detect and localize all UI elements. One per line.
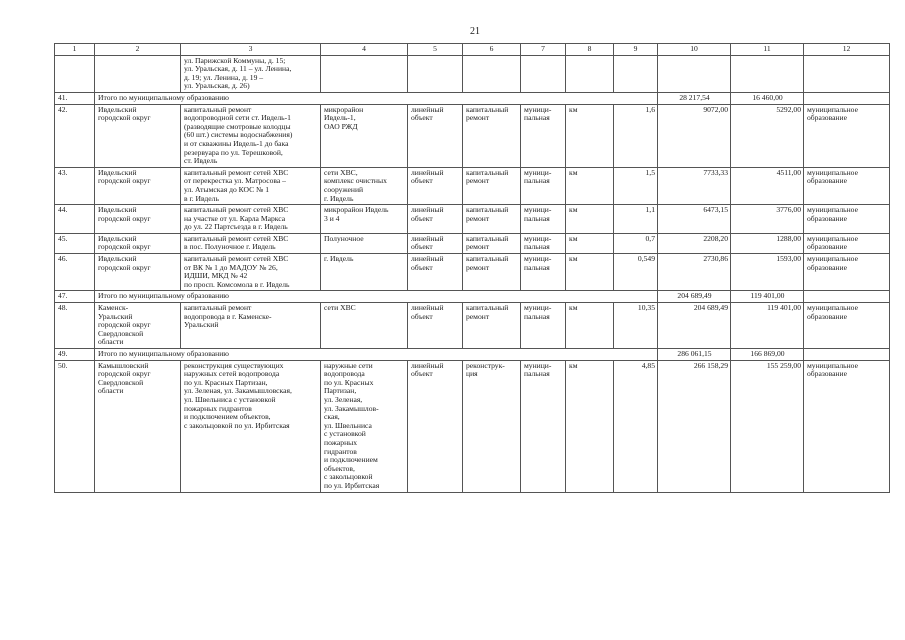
cell-customer: муниципальное образование: [804, 167, 890, 204]
cell-funding: 1593,00: [731, 254, 804, 291]
cell-location: Полуночное: [321, 233, 408, 253]
cell-customer: [804, 55, 890, 92]
header-cell: 8: [566, 44, 614, 56]
cell-object-type: линейный объект: [408, 360, 463, 492]
investment-table: [54, 43, 890, 493]
cell-funding: 119 401,00: [731, 303, 804, 349]
cell-total-label: Итого по муниципальному образованию: [95, 349, 658, 361]
cell-customer: [804, 92, 890, 104]
cell-total-label: Итого по муниципальному образованию: [95, 291, 658, 303]
cell-municipality: Каменск- Уральский городской округ Свердловской области: [95, 303, 181, 349]
cell-customer: муниципальное образование: [804, 205, 890, 234]
cell-location: г. Ивдель: [321, 254, 408, 291]
cell-object-type: линейный объект: [408, 233, 463, 253]
cell-customer: муниципальное образование: [804, 254, 890, 291]
cell-total-cost: 286 061,15: [658, 349, 731, 361]
cell-number: 46.: [55, 254, 95, 291]
cell-number: 44.: [55, 205, 95, 234]
cell-object-name: реконструкция существующих наружных сетей водопровода по ул. Красных Партизан, ул. Зеленая, ул. Закамышловская, ул. Швельниса с установкой пожарных гидрантов и подключением объектов, с закольцовкой по ул. Ирбитская: [181, 360, 321, 492]
page-number: 21: [470, 26, 480, 37]
cell-customer: [804, 291, 890, 303]
cell-total-cost: 2208,20: [658, 233, 731, 253]
header-cell: 10: [658, 44, 731, 56]
cell-total-label: Итого по муниципальному образованию: [95, 92, 658, 104]
cell-ownership: муници- пальная: [521, 167, 566, 204]
cell-work-type: капитальный ремонт: [463, 233, 521, 253]
table-header-row: [55, 44, 890, 56]
cell-location: микрорайон Ивдель-1, ОАО РЖД: [321, 104, 408, 167]
cell-funding: 119 401,00: [731, 291, 804, 303]
cell-work-type: капитальный ремонт: [463, 254, 521, 291]
cell-object-name: капитальный ремонт сетей ХВС на участке от ул. Карла Маркса до ул. 22 Партсъезда в г. Ивдель: [181, 205, 321, 234]
cell-funding: 155 259,00: [731, 360, 804, 492]
cell-work-type: капитальный ремонт: [463, 303, 521, 349]
table-row: [55, 167, 890, 204]
cell-funding: 3776,00: [731, 205, 804, 234]
cell-ownership: муници- пальная: [521, 104, 566, 167]
cell-work-type: капитальный ремонт: [463, 205, 521, 234]
header-cell: 5: [408, 44, 463, 56]
cell-funding: 166 869,00: [731, 349, 804, 361]
cell-capacity: [614, 55, 658, 92]
cell-customer: муниципальное образование: [804, 233, 890, 253]
cell-customer: муниципальное образование: [804, 104, 890, 167]
cell-location: сети ХВС, комплекс очистных сооружений г. Ивдель: [321, 167, 408, 204]
cell-location: [321, 55, 408, 92]
cell-work-type: реконструк- ция: [463, 360, 521, 492]
cell-object-type: линейный объект: [408, 167, 463, 204]
cell-number: 42.: [55, 104, 95, 167]
cell-capacity: 1,5: [614, 167, 658, 204]
cell-customer: муниципальное образование: [804, 360, 890, 492]
cell-ownership: муници- пальная: [521, 360, 566, 492]
cell-municipality: [95, 55, 181, 92]
cell-total-cost: 6473,15: [658, 205, 731, 234]
cell-unit: км: [566, 360, 614, 492]
cell-work-type: капитальный ремонт: [463, 104, 521, 167]
cell-capacity: 0,7: [614, 233, 658, 253]
header-cell: 2: [95, 44, 181, 56]
cell-funding: 16 460,00: [731, 92, 804, 104]
cell-capacity: 10,35: [614, 303, 658, 349]
header-cell: 1: [55, 44, 95, 56]
cell-object-type: линейный объект: [408, 303, 463, 349]
cell-funding: 5292,00: [731, 104, 804, 167]
cell-ownership: [521, 55, 566, 92]
cell-municipality: Ивдельский городской округ: [95, 254, 181, 291]
cell-unit: км: [566, 104, 614, 167]
cell-total-cost: [658, 55, 731, 92]
cell-ownership: муници- пальная: [521, 233, 566, 253]
cell-ownership: муници- пальная: [521, 205, 566, 234]
cell-total-cost: 7733,33: [658, 167, 731, 204]
cell-unit: км: [566, 254, 614, 291]
table-row-total: [55, 291, 890, 303]
cell-municipality: Ивдельский городской округ: [95, 104, 181, 167]
table-row: [55, 205, 890, 234]
table-row: [55, 233, 890, 253]
cell-object-name: капитальный ремонт водопровода в г. Каменске- Уральский: [181, 303, 321, 349]
cell-object-name: капитальный ремонт водопроводной сети ст. Ивдель-1 (разводящие смотровые колодцы (60 шт.) системы водоснабжения) и от скважины Ивдель-1 до бака резервуара по ул. Терешковой, ст. Ивдель: [181, 104, 321, 167]
cell-customer: муниципальное образование: [804, 303, 890, 349]
cell-location: сети ХВС: [321, 303, 408, 349]
header-cell: 12: [804, 44, 890, 56]
cell-unit: км: [566, 233, 614, 253]
cell-capacity: 1,6: [614, 104, 658, 167]
cell-total-cost: 9072,00: [658, 104, 731, 167]
cell-ownership: муници- пальная: [521, 303, 566, 349]
cell-unit: км: [566, 303, 614, 349]
cell-object-name: капитальный ремонт сетей ХВС от перекрестка ул. Матросова – ул. Атымская до КОС № 1 в г. Ивдель: [181, 167, 321, 204]
cell-funding: 1288,00: [731, 233, 804, 253]
cell-object-type: [408, 55, 463, 92]
cell-location: наружные сети водопровода по ул. Красных Партизан, ул. Зеленая, ул. Закамышлов- ская, ул. Швельниса с установкой пожарных гидрантов и подключением объектов, с закольцовкой по ул. Ирбитская: [321, 360, 408, 492]
cell-unit: км: [566, 167, 614, 204]
cell-object-type: линейный объект: [408, 254, 463, 291]
header-cell: 11: [731, 44, 804, 56]
cell-number: 49.: [55, 349, 95, 361]
cell-municipality: Камышловский городской округ Свердловской области: [95, 360, 181, 492]
cell-municipality: Ивдельский городской округ: [95, 233, 181, 253]
cell-total-cost: 204 689,49: [658, 303, 731, 349]
cell-object-name: капитальный ремонт сетей ХВС от ВК № 1 до МАДОУ № 26, ИДШИ, МКД № 42 по просп. Комсомола в г. Ивдель: [181, 254, 321, 291]
cell-unit: км: [566, 205, 614, 234]
cell-object-name: капитальный ремонт сетей ХВС в пос. Полуночное г. Ивдель: [181, 233, 321, 253]
cell-municipality: Ивдельский городской округ: [95, 205, 181, 234]
header-cell: 4: [321, 44, 408, 56]
cell-customer: [804, 349, 890, 361]
cell-work-type: [463, 55, 521, 92]
table-row-total: [55, 92, 890, 104]
cell-total-cost: 266 158,29: [658, 360, 731, 492]
cell-ownership: муници- пальная: [521, 254, 566, 291]
cell-total-cost: 28 217,54: [658, 92, 731, 104]
table-row-total: [55, 349, 890, 361]
cell-object-type: линейный объект: [408, 205, 463, 234]
cell-unit: [566, 55, 614, 92]
header-cell: 9: [614, 44, 658, 56]
cell-number: 47.: [55, 291, 95, 303]
cell-location: микрорайон Ивдель 3 и 4: [321, 205, 408, 234]
cell-object-name: ул. Парижской Коммуны, д. 15; ул. Уральская, д. 11 – ул. Ленина, д. 19; ул. Ленина, д. 19 – ул. Уральская, д. 26): [181, 55, 321, 92]
cell-number: 41.: [55, 92, 95, 104]
cell-number: 48.: [55, 303, 95, 349]
header-cell: 6: [463, 44, 521, 56]
cell-funding: 4511,00: [731, 167, 804, 204]
cell-capacity: 0,549: [614, 254, 658, 291]
cell-number: 45.: [55, 233, 95, 253]
header-cell: 3: [181, 44, 321, 56]
cell-total-cost: 204 689,49: [658, 291, 731, 303]
table-row: [55, 303, 890, 349]
table-row: [55, 104, 890, 167]
table-row-continuation: [55, 55, 890, 92]
table-row: [55, 360, 890, 492]
cell-work-type: капитальный ремонт: [463, 167, 521, 204]
cell-capacity: 1,1: [614, 205, 658, 234]
table-row: [55, 254, 890, 291]
cell-capacity: 4,85: [614, 360, 658, 492]
cell-total-cost: 2730,86: [658, 254, 731, 291]
cell-funding: [731, 55, 804, 92]
cell-number: [55, 55, 95, 92]
header-cell: 7: [521, 44, 566, 56]
cell-municipality: Ивдельский городской округ: [95, 167, 181, 204]
cell-number: 43.: [55, 167, 95, 204]
cell-number: 50.: [55, 360, 95, 492]
cell-object-type: линейный объект: [408, 104, 463, 167]
